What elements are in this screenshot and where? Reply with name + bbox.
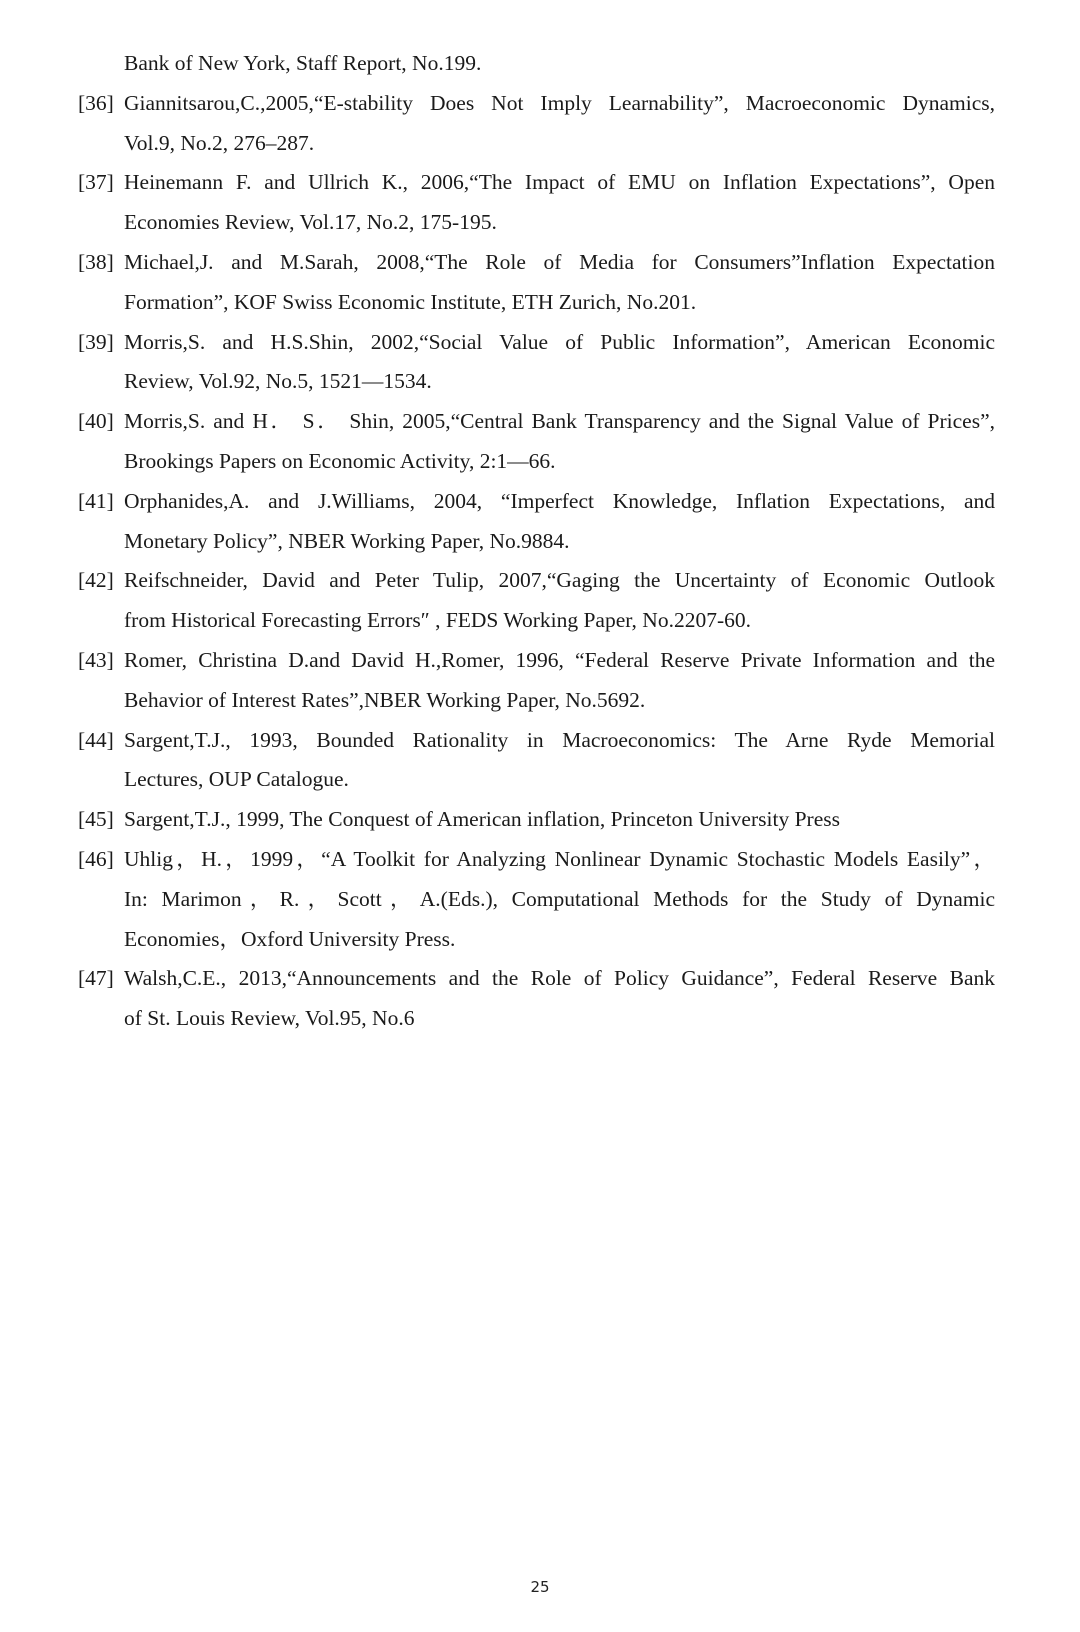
- reference-first-line: [78, 561, 995, 601]
- reference-text: Brookings Papers on Economic Activity, 2:1—66.: [124, 448, 556, 473]
- reference-text: Orphanides,A. and J.Williams, 2004, “Imperfect Knowledge, Inflation Expectations, and: [124, 488, 995, 513]
- reference-text: Heinemann F. and Ullrich K., 2006,“The Impact of EMU on Inflation Expectations”, Open: [124, 170, 995, 195]
- reference-entry: [78, 84, 995, 164]
- reference-text: Sargent,T.J., 1993, Bounded Rationality in Macroeconomics: The Arne Ryde Memorial: [124, 727, 995, 752]
- reference-text: Uhlig，H.，1999，“A Toolkit for Analyzing Nonlinear Dynamic Stochastic Models Easily”，: [124, 846, 995, 871]
- reference-continuation-line: [78, 522, 995, 562]
- reference-number: [44]: [78, 727, 114, 752]
- reference-text: Monetary Policy”, NBER Working Paper, No.9884.: [124, 528, 570, 553]
- reference-number: [38]: [78, 249, 114, 274]
- reference-continuation-line: [78, 601, 995, 641]
- reference-entry: [78, 243, 995, 323]
- reference-entry: [78, 402, 995, 482]
- reference-number: [45]: [78, 807, 114, 832]
- reference-number: [36]: [78, 90, 114, 115]
- reference-text: Formation”, KOF Swiss Economic Institute, ETH Zurich, No.201.: [124, 289, 697, 314]
- reference-number: [46]: [78, 846, 114, 871]
- reference-entries: [78, 84, 995, 1039]
- reference-first-line: [78, 84, 995, 124]
- reference-first-line: [78, 641, 995, 681]
- reference-continuation-line: [78, 681, 995, 721]
- reference-number: [47]: [78, 966, 114, 991]
- reference-continuation-line: [78, 203, 995, 243]
- reference-first-line: [78, 721, 995, 761]
- reference-text: Michael,J. and M.Sarah, 2008,“The Role of Media for Consumers”Inflation Expectation: [124, 249, 995, 274]
- reference-continuation-line: [78, 760, 995, 800]
- reference-continuation-line: [78, 920, 995, 960]
- reference-text: from Historical Forecasting Errors″ , FEDS Working Paper, No.2207-60.: [124, 608, 751, 633]
- reference-entry: [78, 959, 995, 1039]
- reference-entry: [78, 840, 995, 959]
- reference-number: [39]: [78, 329, 114, 354]
- reference-first-line: [78, 800, 995, 840]
- reference-entry: [78, 721, 995, 801]
- reference-continuation-line: [78, 283, 995, 323]
- reference-text: In: Marimon，R.，Scott，A.(Eds.), Computational Methods for the Study of Dynamic: [124, 886, 995, 911]
- reference-text: Morris,S. and H.S.Shin, 2002,“Social Value of Public Information”, American Economic: [124, 329, 995, 354]
- reference-entry: [78, 163, 995, 243]
- reference-text: Sargent,T.J., 1999, The Conquest of American inflation, Princeton University Press: [124, 807, 840, 832]
- reference-text: Romer, Christina D.and David H.,Romer, 1996, “Federal Reserve Private Information and the: [124, 647, 995, 672]
- reference-continuation-line: [78, 999, 995, 1039]
- reference-first-line: [78, 482, 995, 522]
- reference-number: [41]: [78, 488, 114, 513]
- reference-text: of St. Louis Review, Vol.95, No.6: [124, 1006, 415, 1031]
- reference-text: Review, Vol.92, No.5, 1521—1534.: [124, 369, 432, 394]
- reference-list: [78, 44, 995, 1039]
- reference-continuation-line: [78, 124, 995, 164]
- page-number: 25: [530, 1578, 550, 1596]
- reference-first-line: [78, 323, 995, 363]
- reference-text: Reifschneider, David and Peter Tulip, 2007,“Gaging the Uncertainty of Economic Outlook: [124, 568, 995, 593]
- reference-number: [40]: [78, 409, 114, 434]
- reference-text: Vol.9, No.2, 276–287.: [124, 130, 315, 155]
- reference-first-line: [78, 163, 995, 203]
- reference-text: Giannitsarou,C.,2005,“E-stability Does Not Imply Learnability”, Macroeconomic Dynamics,: [124, 90, 995, 115]
- reference-entry: [78, 482, 995, 562]
- reference-text: Economies Review, Vol.17, No.2, 175-195.: [124, 210, 497, 235]
- reference-entry: [78, 800, 995, 840]
- reference-continuation-line: [78, 362, 995, 402]
- reference-number: [37]: [78, 170, 114, 195]
- reference-first-line: [78, 840, 995, 880]
- reference-text: Economies，Oxford University Press.: [124, 926, 456, 951]
- reference-continuation: Bank of New York, Staff Report, No.199.: [124, 51, 482, 75]
- reference-first-line: [78, 243, 995, 283]
- reference-continuation-line: [78, 442, 995, 482]
- reference-first-line: [78, 959, 995, 999]
- reference-text: Walsh,C.E., 2013,“Announcements and the Role of Policy Guidance”, Federal Reserve Bank: [124, 966, 995, 991]
- reference-number: [42]: [78, 568, 114, 593]
- reference-text: Morris,S. and H． S． Shin, 2005,“Central Bank Transparency and the Signal Value of Prices”,: [124, 409, 995, 434]
- reference-number: [43]: [78, 647, 114, 672]
- reference-first-line: [78, 402, 995, 442]
- reference-entry: [78, 641, 995, 721]
- reference-text: Behavior of Interest Rates”,NBER Working Paper, No.5692.: [124, 687, 646, 712]
- reference-entry: [78, 323, 995, 403]
- reference-text: Lectures, OUP Catalogue.: [124, 767, 349, 792]
- reference-continuation-line: [78, 880, 995, 920]
- reference-entry: [78, 561, 995, 641]
